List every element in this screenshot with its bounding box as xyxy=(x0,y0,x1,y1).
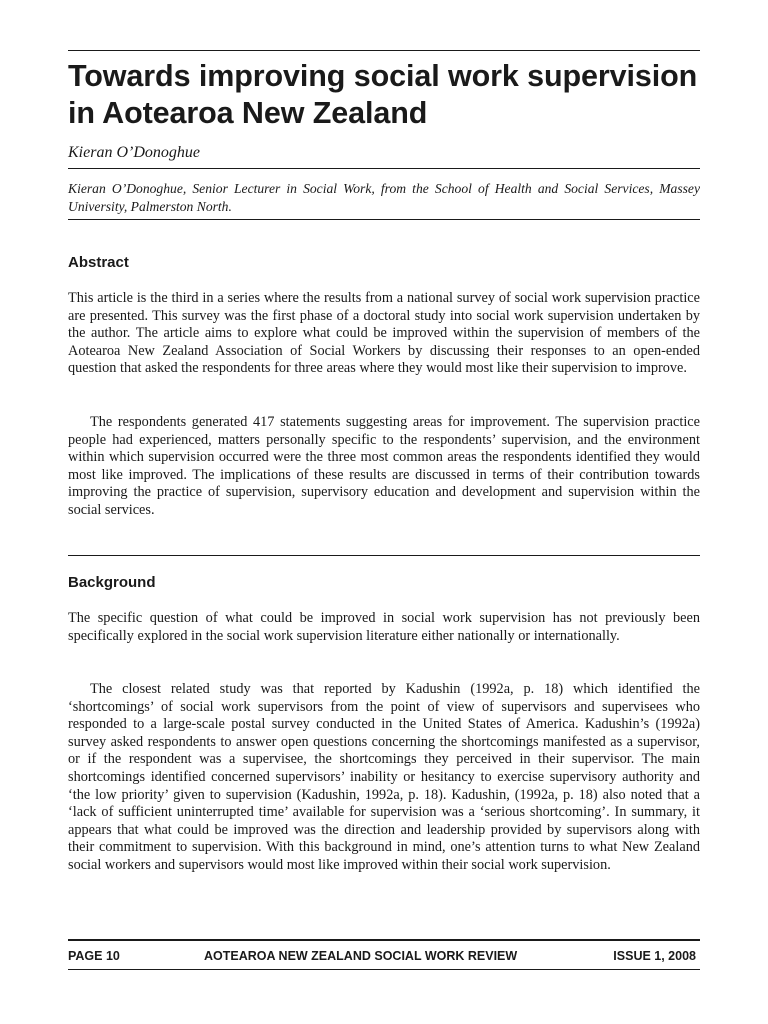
abstract-heading: Abstract xyxy=(68,254,129,271)
abstract-paragraph-1: This article is the third in a series where the results from a national survey of social work supervision practice are presented. This survey was the first phase of a doctoral study into social work supervision undertaken by the author. The article aims to explore what could be improved within the supervision of members of the Aotearoa New Zealand Association of Social Workers by discussing their responses to an open-ended question that asked the respondents for three areas where they would most like their supervision to improve. xyxy=(68,290,700,377)
footer-rule xyxy=(68,939,700,941)
page-footer xyxy=(68,947,700,965)
section-rule xyxy=(68,555,700,556)
background-paragraph-2: The closest related study was that reported by Kadushin (1992a, p. 18) which identified the ‘shortcomings’ of social work supervisors from the point of view of supervisors and supervisees who responded to a large-scale postal survey conducted in the United States of America. Kadushin’s (1992a) survey asked respondents to answer open questions concerning the shortcomings manifested as a supervisor, or if the respondent was a supervisee, the shortcomings they perceived in their supervisor. The main shortcomings identified concerned supervisors’ inability or hesitancy to exercise supervisory authority and ‘the low priority’ given to supervision (Kadushin, 1992a, p. 18). Kadushin, (1992a, p. 18) also noted that a ‘lack of sufficient uninterrupted time’ available for supervision was a ‘serious shortcoming’. In summary, it appears that what could be improved was the direction and leadership provided by supervisors along with their commitment to supervision. With this background in mind, one’s attention turns to what New Zealand social workers and supervisors would most like improved within their social work supervision. xyxy=(68,681,700,873)
top-rule xyxy=(68,50,700,51)
author-name: Kieran O’Donoghue xyxy=(68,144,200,161)
article-title: Towards improving social work supervision in Aotearoa New Zealand xyxy=(68,59,698,130)
footer-page-number: PAGE 10 xyxy=(68,949,120,963)
bottom-rule xyxy=(68,969,700,970)
author-rule xyxy=(68,168,700,169)
background-paragraph-1: The specific question of what could be improved in social work supervision has not previously been specifically explored in the social work supervision literature either nationally or internationally. xyxy=(68,610,700,644)
footer-issue: ISSUE 1, 2008 xyxy=(613,949,696,963)
journal-page xyxy=(68,0,700,1024)
abstract-paragraph-2: The respondents generated 417 statements suggesting areas for improvement. The supervision practice people had experienced, matters personally specific to the respondents’ supervision, and the environment within which supervision occurred were the three most common areas the respondents identified they would most like improved. The implications of these results are discussed in terms of their contribution towards improving the practice of supervision, supervisory education and development and supervision within the social services. xyxy=(68,414,700,518)
affiliation-rule xyxy=(68,219,700,220)
author-affiliation: Kieran O’Donoghue, Senior Lecturer in Social Work, from the School of Health and Social Services, Massey University, Palmerston North. xyxy=(68,181,700,214)
background-heading: Background xyxy=(68,574,156,591)
footer-journal-name: AOTEAROA NEW ZEALAND SOCIAL WORK REVIEW xyxy=(204,949,518,963)
